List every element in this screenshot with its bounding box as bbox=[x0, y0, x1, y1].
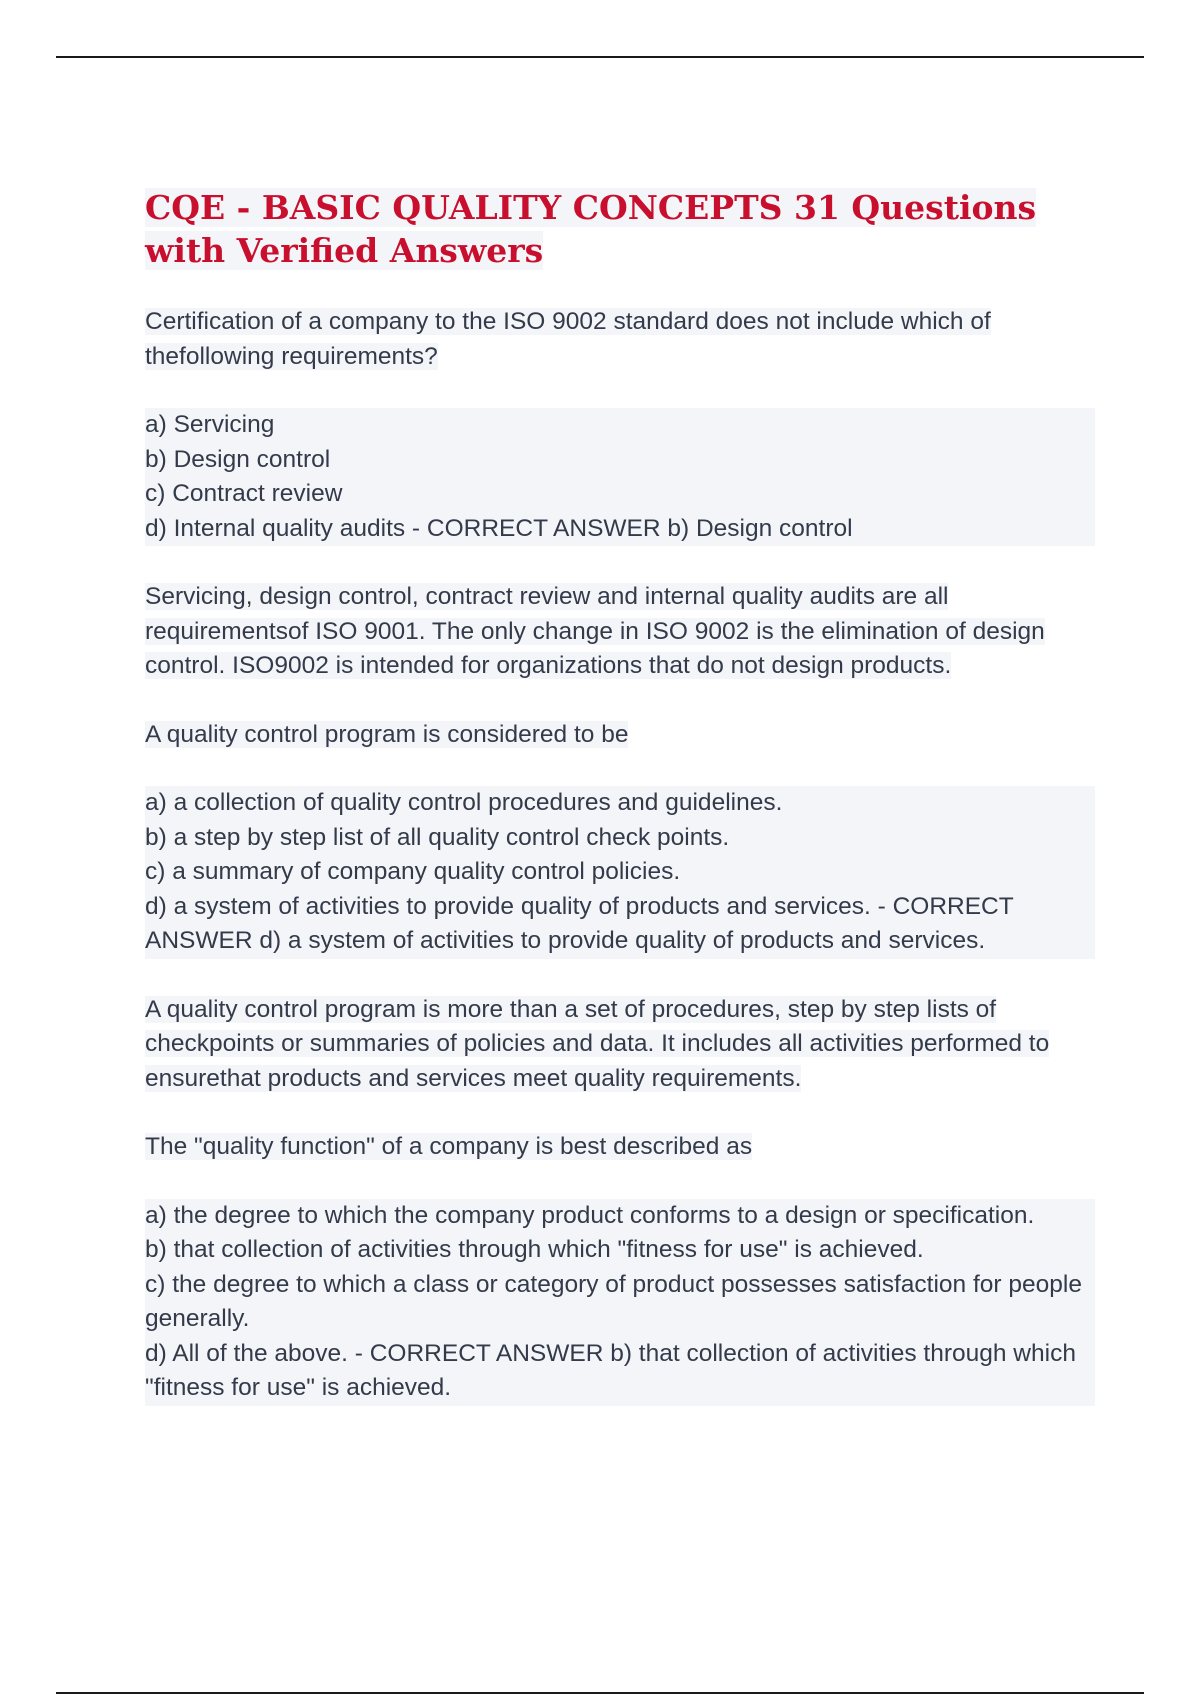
question-3: The "quality function" of a company is best described as bbox=[145, 1133, 753, 1160]
option: b) Design control bbox=[145, 443, 1095, 478]
question-1-options bbox=[145, 408, 1095, 546]
question-1: Certification of a company to the ISO 9002 standard does not include which of thefollowing requirements? bbox=[145, 308, 991, 370]
document-body bbox=[145, 186, 1095, 1440]
option-with-answer: d) Internal quality audits - CORRECT ANSWER b) Design control bbox=[145, 512, 1095, 547]
option: a) a collection of quality control procedures and guidelines. bbox=[145, 786, 1095, 821]
option: c) Contract review bbox=[145, 477, 1095, 512]
question-2-explanation: A quality control program is more than a set of procedures, step by step lists of checkpoints or summaries of policies and data. It includes all activities performed to ensurethat products and services meet quality requirements. bbox=[145, 995, 1050, 1092]
question-2: A quality control program is considered to be bbox=[145, 720, 629, 748]
footer-rule bbox=[56, 1692, 1144, 1694]
header-rule bbox=[56, 56, 1144, 58]
question-2-options bbox=[145, 786, 1095, 959]
option-with-answer: d) All of the above. - CORRECT ANSWER b) that collection of activities through which "fitness for use" is achieved. bbox=[145, 1337, 1095, 1406]
option: b) that collection of activities through which "fitness for use" is achieved. bbox=[145, 1233, 1095, 1268]
document-title: CQE - BASIC QUALITY CONCEPTS 31 Questions with Verified Answers bbox=[145, 188, 1037, 270]
option: a) Servicing bbox=[145, 408, 1095, 443]
option: b) a step by step list of all quality control check points. bbox=[145, 821, 1095, 856]
option-with-answer: d) a system of activities to provide quality of products and services. - CORRECT ANSWER d) a system of activities to provide quality of products and services. bbox=[145, 890, 1095, 959]
option: c) a summary of company quality control policies. bbox=[145, 855, 1095, 890]
option: c) the degree to which a class or category of product possesses satisfaction for people generally. bbox=[145, 1268, 1095, 1337]
option: a) the degree to which the company product conforms to a design or specification. bbox=[145, 1199, 1095, 1234]
question-3-options bbox=[145, 1199, 1095, 1406]
question-1-explanation: Servicing, design control, contract review and internal quality audits are all requirementsof ISO 9001. The only change in ISO 9002 is the elimination of design control. ISO9002 is intended for organizations that do not design products. bbox=[145, 583, 1045, 679]
